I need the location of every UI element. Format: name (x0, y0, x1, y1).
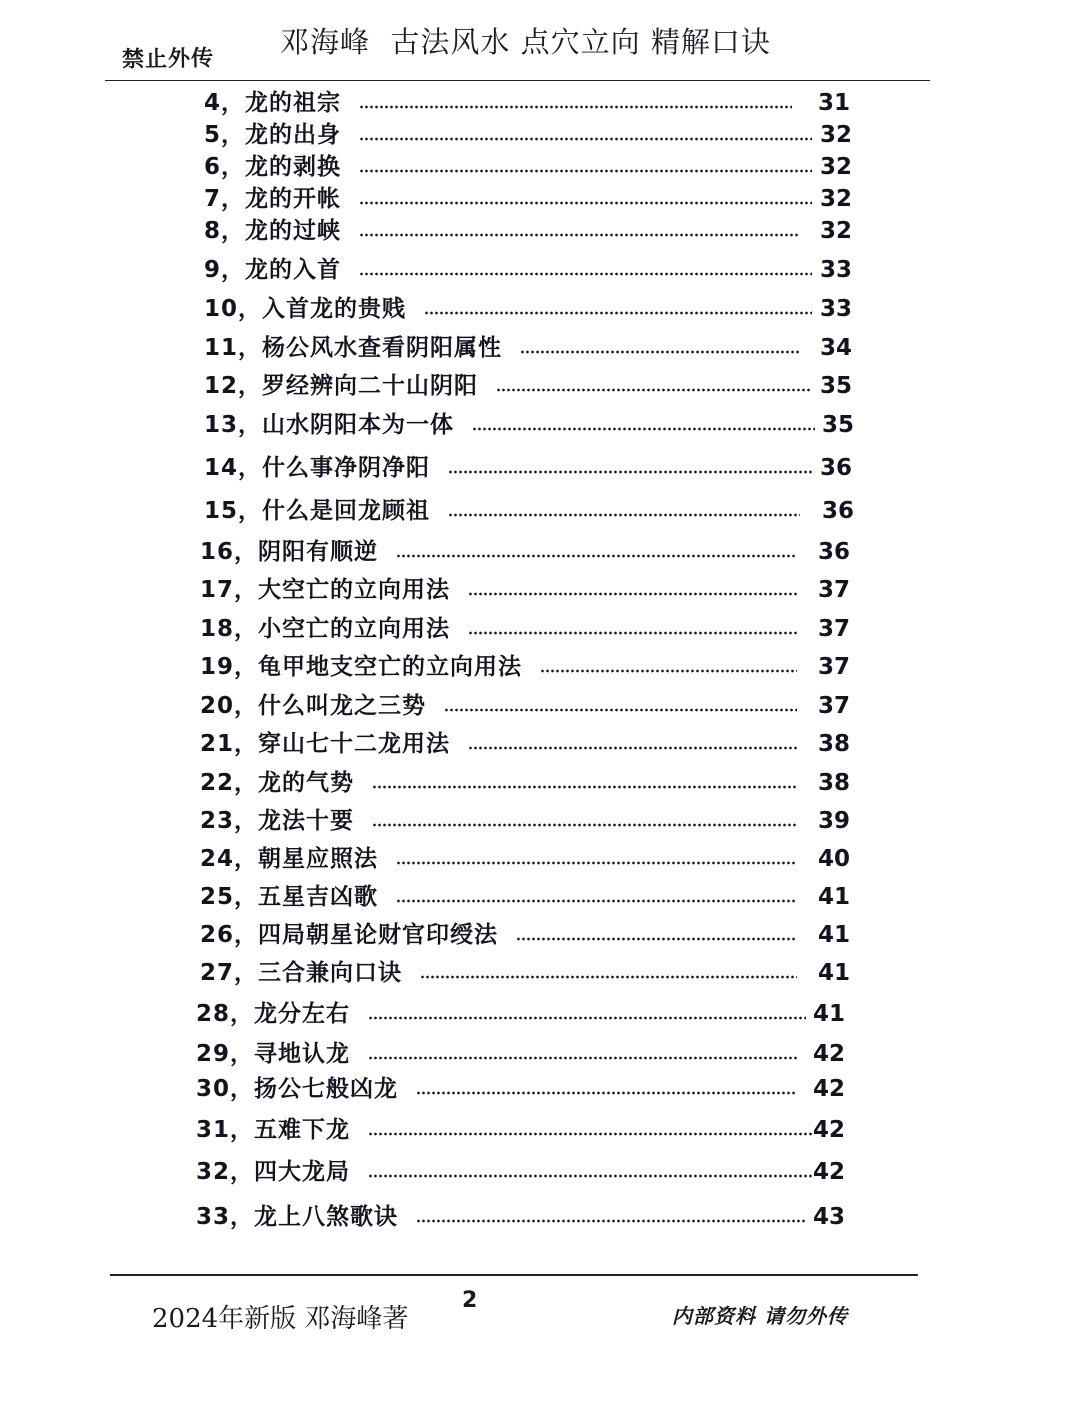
toc-entry-page: 42 (813, 1076, 846, 1102)
toc-entry-page: 41 (818, 884, 851, 910)
toc-entry-page: 37 (818, 616, 851, 642)
toc-entry-title: 28，龙分左右 (196, 1001, 351, 1027)
toc-dot-leader (468, 746, 797, 750)
toc-entry (0, 956, 1080, 990)
toc-entry (0, 1037, 1080, 1071)
footer-page-number: 2 (462, 1288, 478, 1313)
toc-entry-title: 5，龙的出身 (204, 122, 342, 148)
toc-entry (0, 918, 1080, 952)
toc-entry-title: 13，山水阴阳本为一体 (204, 412, 455, 438)
toc-entry-page: 43 (813, 1204, 846, 1230)
toc-entry-title: 11，杨公风水查看阴阳属性 (204, 335, 503, 361)
toc-entry-page: 41 (813, 1001, 846, 1027)
footer-divider (110, 1274, 918, 1276)
toc-entry-title: 32，四大龙局 (196, 1159, 351, 1185)
toc-entry-page: 31 (818, 90, 851, 116)
toc-entry-title: 17，大空亡的立向用法 (200, 577, 451, 603)
toc-entry (0, 804, 1080, 838)
header-divider (105, 80, 930, 81)
toc-dot-leader (396, 861, 797, 865)
toc-dot-leader (448, 470, 812, 474)
toc-entry-page: 37 (818, 654, 851, 680)
toc-dot-leader (359, 105, 792, 109)
toc-entry-page: 33 (820, 296, 853, 322)
toc-entry (0, 997, 1080, 1031)
confidential-stamp: 禁止外传 (121, 46, 215, 73)
toc-entry (0, 150, 1080, 184)
toc-entry-page: 36 (818, 539, 851, 565)
toc-dot-leader (444, 708, 797, 712)
toc-entry-title: 16，阴阳有顺逆 (200, 539, 379, 565)
toc-dot-leader (416, 1091, 797, 1095)
toc-entry-title: 31，五难下龙 (196, 1117, 351, 1143)
toc-entry-title: 15，什么是回龙顾祖 (204, 498, 431, 524)
toc-entry (0, 766, 1080, 800)
toc-dot-leader (359, 233, 800, 237)
toc-dot-leader (368, 1016, 806, 1020)
toc-entry-page: 36 (820, 455, 853, 481)
toc-dot-leader (372, 823, 797, 827)
toc-dot-leader (368, 1132, 812, 1136)
toc-entry (0, 1155, 1080, 1189)
toc-entry-page: 37 (818, 693, 851, 719)
toc-dot-leader (448, 513, 800, 517)
toc-entry-title: 12，罗经辨向二十山阴阳 (204, 373, 479, 399)
toc-entry-page: 41 (818, 960, 851, 986)
toc-entry-title: 7，龙的开帐 (204, 186, 342, 212)
toc-entry (0, 408, 1080, 442)
toc-entry-page: 42 (813, 1041, 846, 1067)
toc-entry (0, 612, 1080, 646)
footer-edition: 2024年新版 邓海峰著 (152, 1304, 409, 1334)
toc-entry-page: 32 (820, 218, 853, 244)
toc-dot-leader (368, 1174, 812, 1178)
toc-entry-title: 30，扬公七般凶龙 (196, 1076, 399, 1102)
toc-entry-title: 22，龙的气势 (200, 770, 355, 796)
toc-dot-leader (520, 350, 800, 354)
toc-dot-leader (396, 554, 797, 558)
toc-entry-page: 37 (818, 577, 851, 603)
toc-entry (0, 880, 1080, 914)
toc-entry-title: 25，五星吉凶歌 (200, 884, 379, 910)
toc-dot-leader (416, 1219, 806, 1223)
toc-entry-page: 41 (818, 922, 851, 948)
toc-entry (0, 451, 1080, 485)
footer-notice: 内部资料 请勿外传 (672, 1304, 848, 1328)
toc-entry-page: 35 (820, 373, 853, 399)
toc-dot-leader (516, 937, 797, 941)
toc-dot-leader (396, 899, 797, 903)
toc-entry-page: 32 (820, 122, 853, 148)
toc-entry-title: 23，龙法十要 (200, 808, 355, 834)
toc-entry-page: 39 (818, 808, 851, 834)
toc-entry (0, 650, 1080, 684)
toc-entry (0, 573, 1080, 607)
toc-entry-title: 20，什么叫龙之三势 (200, 693, 427, 719)
toc-entry-title: 21，穿山七十二龙用法 (200, 731, 451, 757)
toc-entry (0, 494, 1080, 528)
toc-entry-title: 26，四局朝星论财官印绶法 (200, 922, 499, 948)
toc-entry-title: 14，什么事净阴净阳 (204, 455, 431, 481)
toc-dot-leader (359, 272, 812, 276)
toc-entry-page: 38 (818, 770, 851, 796)
toc-entry-page: 42 (813, 1117, 846, 1143)
toc-entry-page: 32 (820, 186, 853, 212)
toc-dot-leader (372, 785, 797, 789)
toc-entry (0, 1113, 1080, 1147)
toc-entry-title: 4，龙的祖宗 (204, 90, 342, 116)
toc-dot-leader (359, 137, 812, 141)
toc-entry (0, 727, 1080, 761)
toc-entry (0, 1200, 1080, 1234)
toc-entry-title: 24，朝星应照法 (200, 846, 379, 872)
toc-entry-page: 36 (822, 498, 855, 524)
toc-entry (0, 369, 1080, 403)
page-header-title: 邓海峰 古法风水 点穴立向 精解口诀 (280, 25, 771, 59)
toc-dot-leader (540, 669, 797, 673)
toc-entry (0, 214, 1080, 248)
toc-entry-title: 18，小空亡的立向用法 (200, 616, 451, 642)
toc-entry (0, 331, 1080, 365)
toc-dot-leader (368, 1056, 797, 1060)
toc-entry-title: 27，三合兼向口诀 (200, 960, 403, 986)
toc-entry-title: 8，龙的过峡 (204, 218, 342, 244)
toc-dot-leader (420, 975, 797, 979)
toc-entry (0, 689, 1080, 723)
toc-entry (0, 182, 1080, 216)
toc-dot-leader (468, 592, 797, 596)
toc-dot-leader (468, 631, 797, 635)
toc-entry (0, 842, 1080, 876)
toc-entry-page: 40 (818, 846, 851, 872)
toc-entry (0, 118, 1080, 152)
toc-dot-leader (496, 388, 812, 392)
toc-dot-leader (359, 169, 812, 173)
toc-dot-leader (472, 427, 815, 431)
toc-entry-title: 29，寻地认龙 (196, 1041, 351, 1067)
toc-entry (0, 253, 1080, 287)
toc-entry (0, 86, 1080, 120)
toc-entry-page: 32 (820, 154, 853, 180)
toc-entry-page: 42 (813, 1159, 846, 1185)
toc-entry-title: 10，入首龙的贵贱 (204, 296, 407, 322)
toc-entry-page: 33 (820, 257, 853, 283)
toc-dot-leader (359, 201, 812, 205)
toc-entry (0, 292, 1080, 326)
toc-entry-page: 38 (818, 731, 851, 757)
toc-entry-title: 9，龙的入首 (204, 257, 342, 283)
toc-entry (0, 535, 1080, 569)
toc-entry-page: 34 (820, 335, 853, 361)
toc-entry (0, 1072, 1080, 1106)
toc-entry-title: 33，龙上八煞歌诀 (196, 1204, 399, 1230)
toc-dot-leader (424, 311, 812, 315)
toc-entry-title: 19，龟甲地支空亡的立向用法 (200, 654, 523, 680)
toc-entry-page: 35 (822, 412, 855, 438)
toc-entry-title: 6，龙的剥换 (204, 154, 342, 180)
